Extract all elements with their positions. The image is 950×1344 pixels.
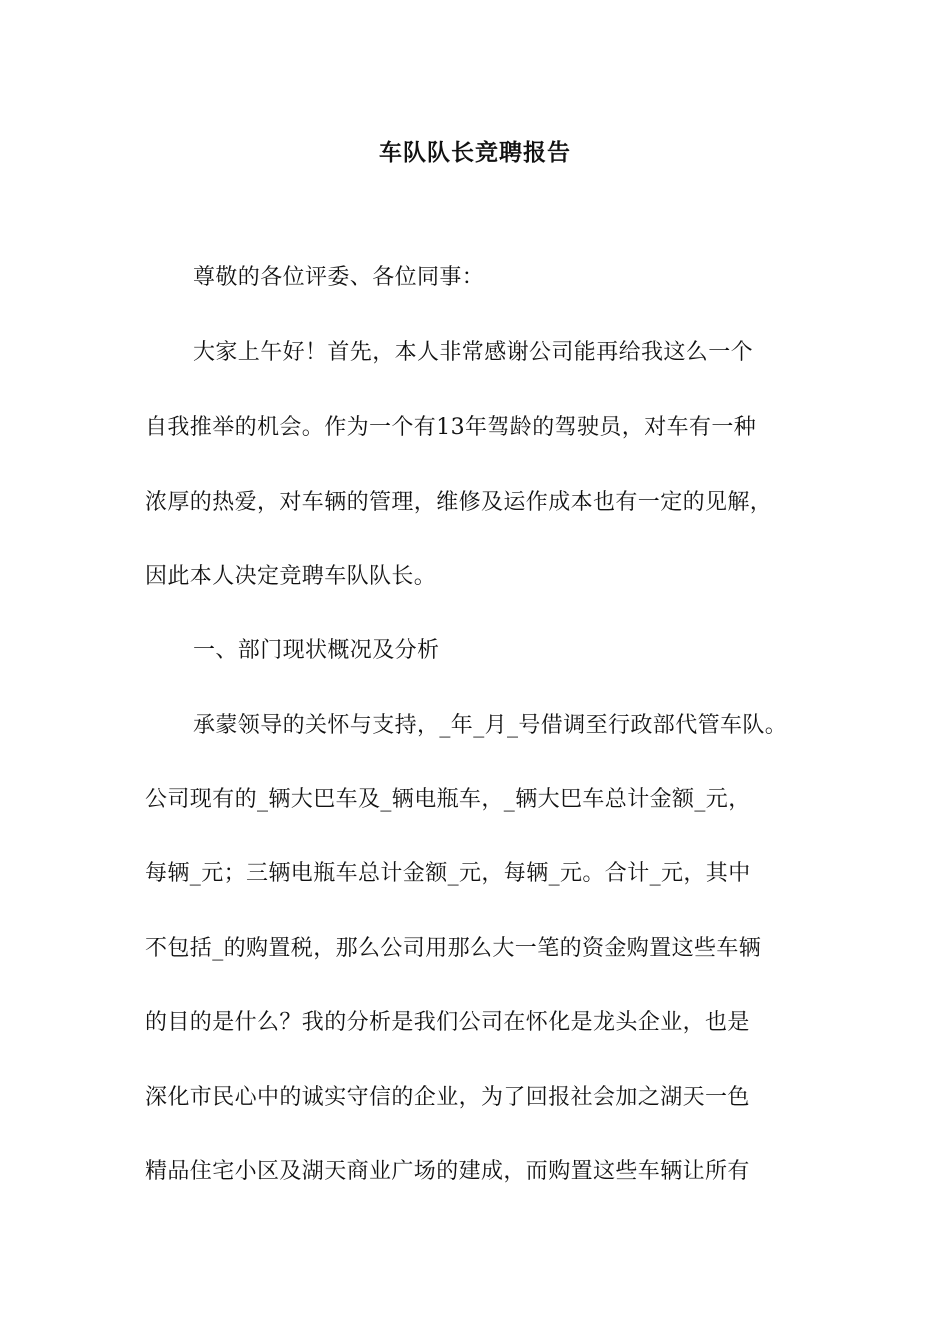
paragraph-line: 每辆_元；三辆电瓶车总计金额_元，每辆_元。合计_元，其中 (145, 861, 751, 886)
section-heading: 一、部门现状概况及分析 (193, 638, 440, 663)
paragraph-line: 公司现有的_辆大巴车及_辆电瓶车，_辆大巴车总计金额_元， (145, 787, 751, 812)
salutation-line: 尊敬的各位评委、各位同事： (193, 265, 485, 290)
document-title: 车队队长竞聘报告 (379, 139, 571, 166)
paragraph-line: 因此本人决定竞聘车队队长。 (145, 564, 437, 589)
paragraph-line: 不包括_的购置税，那么公司用那么大一笔的资金购置这些车辆 (145, 936, 762, 961)
paragraph-line: 浓厚的热爱，对车辆的管理，维修及运作成本也有一定的见解， (145, 490, 773, 515)
paragraph-line: 的目的是什么？我的分析是我们公司在怀化是龙头企业，也是 (145, 1010, 750, 1035)
paragraph-line: 深化市民心中的诚实守信的企业，为了回报社会加之湖天一色 (145, 1085, 750, 1110)
paragraph-line: 精品住宅小区及湖天商业广场的建成，而购置这些车辆让所有 (145, 1159, 750, 1184)
paragraph-line: 自我推举的机会。作为一个有13年驾龄的驾驶员，对车有一种 (145, 415, 757, 440)
paragraph-line: 承蒙领导的关怀与支持，_年_月_号借调至行政部代管车队。 (193, 713, 788, 738)
paragraph-line: 大家上午好！首先，本人非常感谢公司能再给我这么一个 (193, 340, 754, 365)
